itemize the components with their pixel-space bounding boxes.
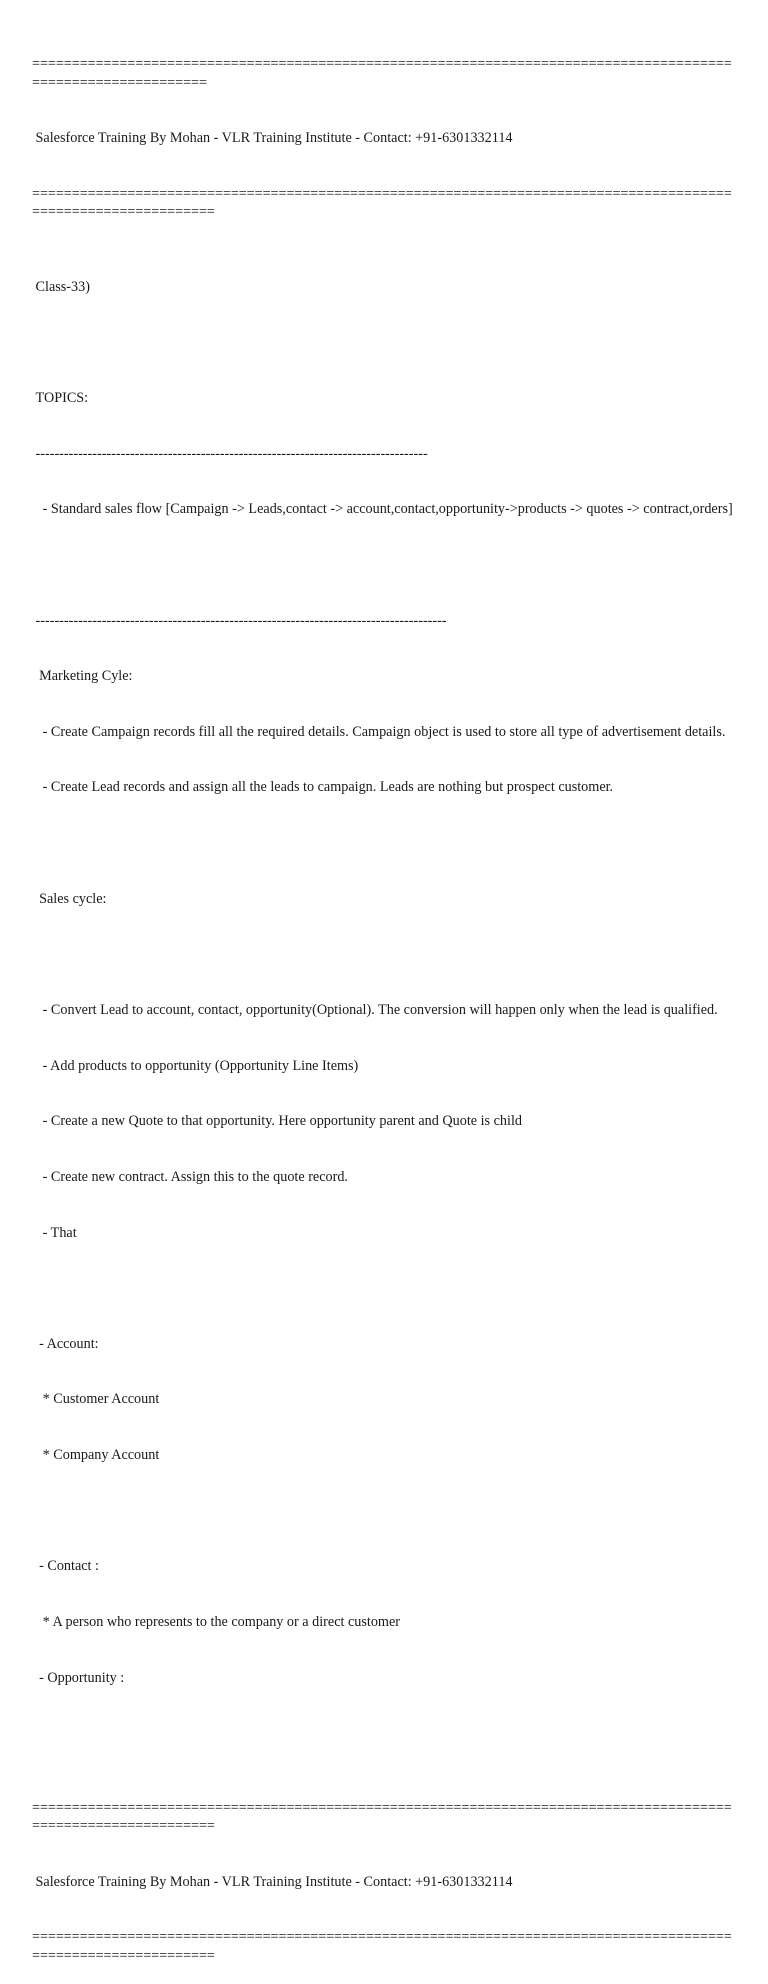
blank-line: [32, 333, 736, 352]
contact-item: * A person who represents to the company or a direct customer: [32, 1614, 400, 1631]
blank-line: [32, 1279, 736, 1298]
sales-item: - That: [32, 1224, 77, 1241]
marketing-heading: Marketing Cyle:: [32, 668, 133, 685]
opportunity-heading: - Opportunity :: [32, 1669, 125, 1686]
account-item: * Company Account: [32, 1447, 160, 1464]
header-title: Salesforce Training By Mohan - VLR Training Institute - Contact: +91-6301332114: [32, 130, 513, 147]
blank-line: [32, 556, 736, 575]
blank-line: [32, 945, 736, 964]
sales-item: - Convert Lead to account, contact, opportunity(Optional). The conversion will happen only when the lead is qualified.: [32, 1001, 718, 1018]
account-heading: - Account:: [32, 1335, 99, 1352]
marketing-item: - Create Campaign records fill all the required details. Campaign object is used to store all type of advertisement details.: [32, 723, 726, 740]
blank-line: [32, 1502, 736, 1521]
blank-line: [32, 834, 736, 853]
class-label: Class-33): [32, 278, 90, 295]
header-rule-bottom: ===============================================================================================================: [32, 185, 732, 221]
footer-title: Salesforce Training By Mohan - VLR Training Institute - Contact: +91-6301332114: [32, 1873, 513, 1890]
footer-rule-bottom: ===============================================================================================================: [32, 1929, 732, 1964]
sales-item: - Create new contract. Assign this to the quote record.: [32, 1168, 348, 1185]
topics-item: - Standard sales flow [Campaign -> Leads,contact -> account,contact,opportunity->products -> quotes -> contract,orders]: [32, 501, 733, 518]
contact-heading: - Contact :: [32, 1558, 99, 1575]
header-rule-top: ==============================================================================================================: [32, 56, 732, 91]
sales-heading: Sales cycle:: [32, 890, 107, 907]
section-rule: ---------------------------------------------------------------------------------------: [32, 612, 447, 629]
marketing-item: - Create Lead records and assign all the leads to campaign. Leads are nothing but prospect customer.: [32, 779, 614, 796]
topics-rule: -----------------------------------------------------------------------------------: [32, 445, 428, 462]
footer-rule-top: ===============================================================================================================: [32, 1799, 732, 1835]
blank-line: [32, 1724, 736, 1743]
topics-heading: TOPICS:: [32, 389, 89, 406]
document-page: [32, 18, 736, 1984]
sales-item: - Add products to opportunity (Opportunity Line Items): [32, 1057, 359, 1074]
account-item: * Customer Account: [32, 1391, 160, 1408]
sales-item: - Create a new Quote to that opportunity. Here opportunity parent and Quote is child: [32, 1113, 522, 1130]
